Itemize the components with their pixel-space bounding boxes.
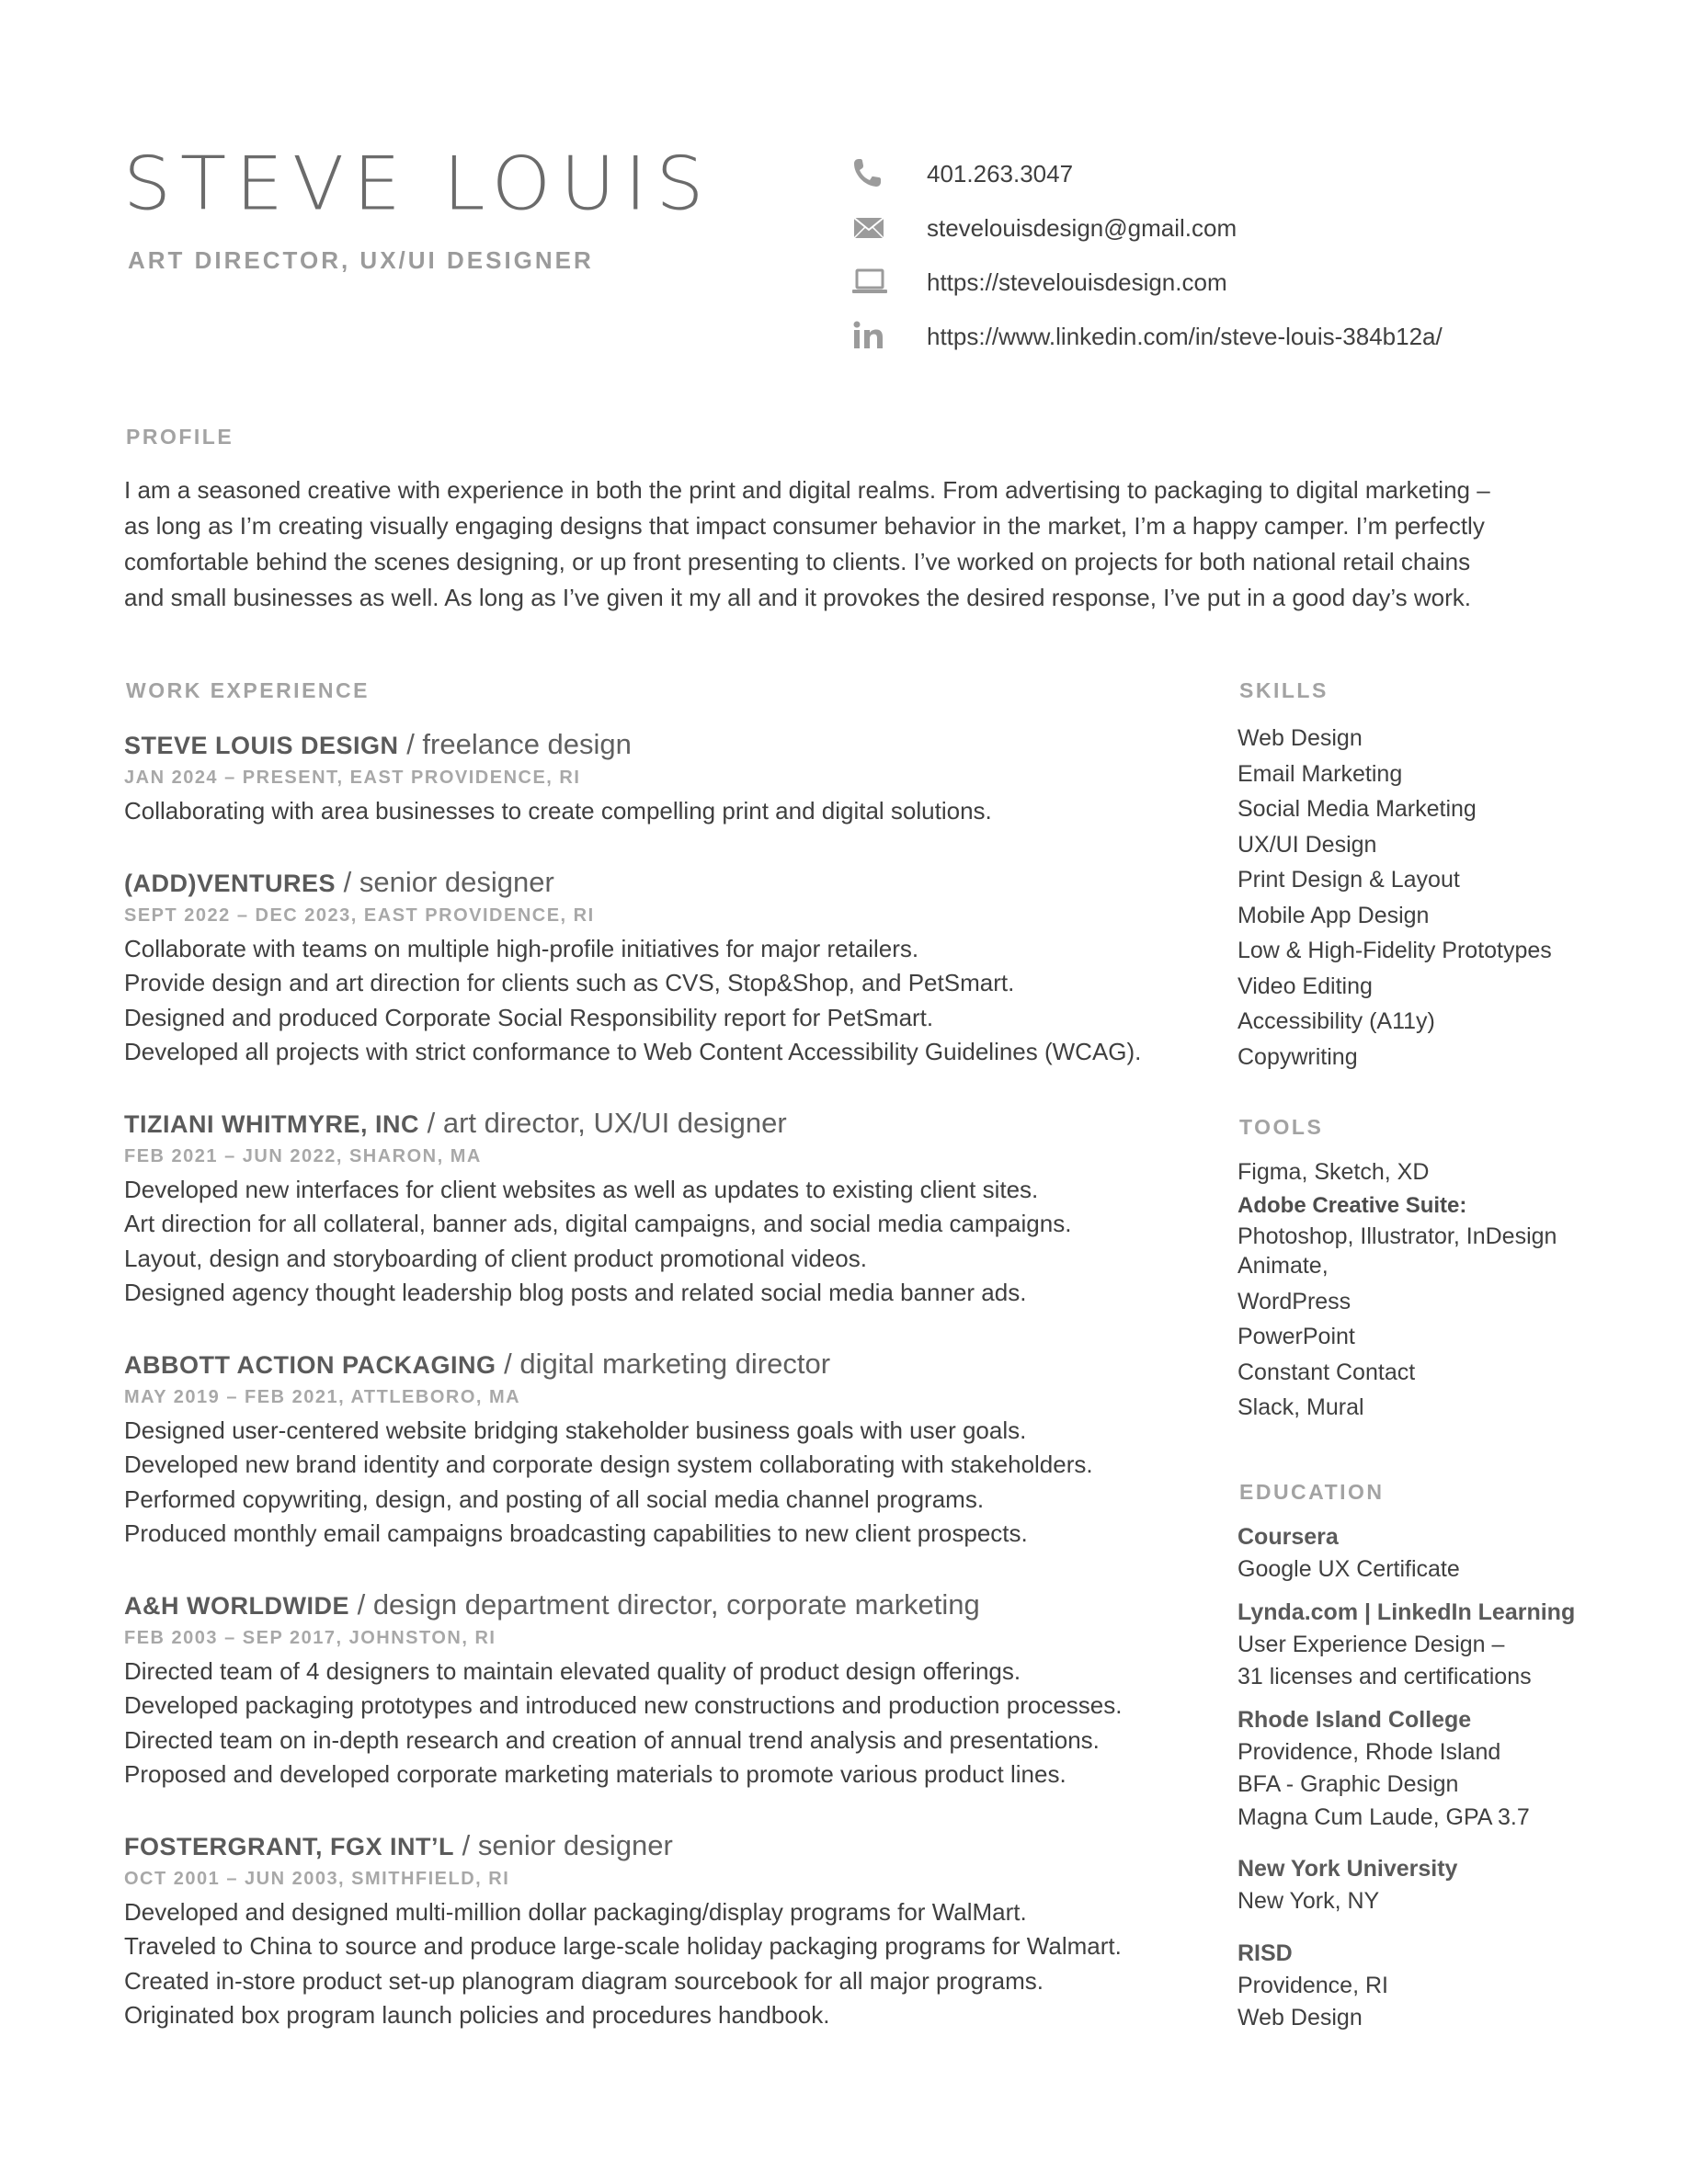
job-header bbox=[124, 726, 1209, 764]
profile-line: comfortable behind the scenes designing, or up front presenting to clients. I’ve worked on projects for both national retail chains bbox=[124, 548, 1471, 575]
school-name: New York University bbox=[1237, 1856, 1458, 1882]
job-description-line: Originated box program launch policies and procedures handbook. bbox=[124, 2001, 830, 2029]
job-description-line: Collaborating with area businesses to create compelling print and digital solutions. bbox=[124, 797, 992, 825]
company-name: A&H WORLDWIDE bbox=[124, 1591, 349, 1620]
skills-list bbox=[1237, 721, 1670, 1075]
linkedin-icon bbox=[851, 319, 888, 352]
job-dates-location: FEB 2021 – JUN 2022, SHARON, MA bbox=[124, 1145, 482, 1166]
job-entry bbox=[124, 1105, 1209, 1311]
skills-heading: SKILLS bbox=[1239, 678, 1329, 702]
job-description-line: Layout, design and storyboarding of client product promotional videos. bbox=[124, 1244, 867, 1272]
job-description-line: Designed and produced Corporate Social Responsibility report for PetSmart. bbox=[124, 1003, 934, 1031]
job-description-line: Directed team of 4 designers to maintain elevated quality of product design offerings. bbox=[124, 1656, 1021, 1685]
school-detail: Magna Cum Laude, GPA 3.7 bbox=[1237, 1803, 1530, 1830]
job-description-line: Developed all projects with strict conformance to Web Content Accessibility Guidelines (WCAG). bbox=[124, 1038, 1142, 1065]
skill-item: Mobile App Design bbox=[1237, 902, 1430, 928]
school-detail: BFA - Graphic Design bbox=[1237, 1771, 1459, 1797]
job-entry bbox=[124, 726, 1209, 829]
school-detail: Providence, Rhode Island bbox=[1237, 1738, 1501, 1765]
job-role: / senior designer bbox=[462, 1828, 673, 1861]
job-description-line: Developed packaging prototypes and introduced new constructions and production processes. bbox=[124, 1691, 1123, 1719]
company-name: ABBOTT ACTION PACKAGING bbox=[124, 1350, 496, 1379]
job-description-line: Traveled to China to source and produce large-scale holiday packaging programs for Walmart. bbox=[124, 1932, 1122, 1960]
work-experience-list bbox=[124, 726, 1209, 2068]
tool-suite-line: Photoshop, Illustrator, InDesign bbox=[1237, 1223, 1557, 1249]
job-description-line: Collaborate with teams on multiple high-profile initiatives for major retailers. bbox=[124, 934, 919, 962]
linkedin-link[interactable]: https://www.linkedin.com/in/steve-louis-384b12a/ bbox=[927, 323, 1443, 350]
job-role: / senior designer bbox=[343, 865, 554, 898]
skill-item: Web Design bbox=[1237, 725, 1363, 751]
skill-item: Print Design & Layout bbox=[1237, 867, 1460, 893]
job-header bbox=[124, 1105, 1209, 1143]
profile-heading: PROFILE bbox=[126, 425, 234, 449]
profile-line: and small businesses as well. As long as I’ve given it my all and it provokes the desired response, I’ve put in a good day’s work. bbox=[124, 584, 1471, 611]
job-dates-location: OCT 2001 – JUN 2003, SMITHFIELD, RI bbox=[124, 1868, 510, 1889]
skill-item: Email Marketing bbox=[1237, 760, 1403, 787]
laptop-icon bbox=[851, 265, 888, 298]
job-dates-location: SEPT 2022 – DEC 2023, EAST PROVIDENCE, RI bbox=[124, 904, 595, 926]
work-experience-heading: WORK EXPERIENCE bbox=[126, 678, 370, 702]
school-detail: Web Design bbox=[1237, 2005, 1363, 2030]
resume-name: STEVE LOUIS bbox=[123, 141, 713, 228]
tools-list bbox=[1237, 1155, 1670, 1426]
school-detail: 31 licenses and certifications bbox=[1237, 1664, 1532, 1689]
skill-item: Low & High-Fidelity Prototypes bbox=[1237, 938, 1552, 963]
job-header bbox=[124, 1827, 1209, 1865]
email-link[interactable]: stevelouisdesign@gmail.com bbox=[927, 214, 1237, 242]
job-header bbox=[124, 1346, 1209, 1383]
job-description-line: Developed new brand identity and corporate design system collaborating with stakeholders. bbox=[124, 1450, 1093, 1478]
school-name: RISD bbox=[1237, 1939, 1293, 1966]
job-role: / design department director, corporate marketing bbox=[357, 1587, 980, 1621]
tool-item: PowerPoint bbox=[1237, 1324, 1355, 1349]
education-list bbox=[1237, 1520, 1670, 2053]
tool-item: Figma, Sketch, XD bbox=[1237, 1159, 1430, 1185]
education-entry bbox=[1237, 1520, 1670, 1587]
job-dates-location: FEB 2003 – SEP 2017, JOHNSTON, RI bbox=[124, 1627, 496, 1648]
envelope-icon bbox=[851, 210, 888, 244]
job-description-line: Directed team on in-depth research and creation of annual trend analysis and presentations. bbox=[124, 1725, 1100, 1754]
tool-item: Constant Contact bbox=[1237, 1359, 1416, 1385]
job-description-line: Designed user-centered website bridging stakeholder business goals with user goals. bbox=[124, 1416, 1027, 1444]
job-description-line: Created in-store product set-up planogram diagram sourcebook for all major programs. bbox=[124, 1966, 1044, 1995]
job-entry bbox=[124, 1587, 1209, 1792]
job-description-line: Developed new interfaces for client websites as well as updates to existing client sites. bbox=[124, 1175, 1039, 1203]
tool-suite-label: Adobe Creative Suite: bbox=[1237, 1192, 1467, 1218]
skill-item: UX/UI Design bbox=[1237, 831, 1377, 858]
job-role: / art director, UX/UI designer bbox=[427, 1106, 787, 1139]
education-entry bbox=[1237, 1596, 1670, 1694]
job-dates-location: JAN 2024 – PRESENT, EAST PROVIDENCE, RI bbox=[124, 768, 581, 788]
skill-item: Video Editing bbox=[1237, 973, 1373, 999]
job-header bbox=[124, 1587, 1209, 1624]
website-link[interactable]: https://stevelouisdesign.com bbox=[927, 268, 1227, 296]
job-role: / freelance design bbox=[406, 728, 632, 760]
company-name: TIZIANI WHITMYRE, INC bbox=[124, 1109, 419, 1138]
school-name: Coursera bbox=[1237, 1524, 1339, 1550]
job-description-line: Performed copywriting, design, and posting of all social media channel programs. bbox=[124, 1484, 985, 1513]
job-entry bbox=[124, 864, 1209, 1070]
profile-text bbox=[124, 472, 1558, 616]
phone-number[interactable]: 401.263.3047 bbox=[927, 160, 1074, 188]
skill-item: Accessibility (A11y) bbox=[1237, 1008, 1435, 1034]
school-name: Lynda.com | LinkedIn Learning bbox=[1237, 1598, 1576, 1625]
company-name: (ADD)VENTURES bbox=[124, 869, 336, 897]
profile-line: I am a seasoned creative with experience in both the print and digital realms. From advertising to packaging to digital marketing – bbox=[124, 476, 1490, 504]
job-title: ART DIRECTOR, UX/UI DESIGNER bbox=[128, 246, 594, 274]
company-name: FOSTERGRANT, FGX INT’L bbox=[124, 1832, 454, 1860]
job-description-line: Art direction for all collateral, banner ads, digital campaigns, and social media campaigns. bbox=[124, 1210, 1072, 1237]
skill-item: Copywriting bbox=[1237, 1043, 1358, 1070]
phone-icon bbox=[851, 156, 888, 189]
school-detail: New York, NY bbox=[1237, 1888, 1380, 1914]
job-entry bbox=[124, 1346, 1209, 1552]
job-description-line: Designed agency thought leadership blog posts and related social media banner ads. bbox=[124, 1279, 1027, 1306]
skill-item: Social Media Marketing bbox=[1237, 796, 1477, 822]
education-entry bbox=[1237, 1703, 1670, 1835]
job-entry bbox=[124, 1827, 1209, 2033]
tool-item: WordPress bbox=[1237, 1288, 1352, 1314]
school-detail: Providence, RI bbox=[1237, 1972, 1388, 1998]
tool-item: Slack, Mural bbox=[1237, 1394, 1364, 1420]
profile-line: as long as I’m creating visually engaging designs that impact consumer behavior in the market, I’m a happy camper. I’m perfectly bbox=[124, 512, 1485, 540]
job-description-line: Proposed and developed corporate marketing materials to promote various product lines. bbox=[124, 1760, 1066, 1788]
school-detail: User Experience Design – bbox=[1237, 1631, 1505, 1657]
tools-heading: TOOLS bbox=[1239, 1115, 1324, 1139]
education-entry bbox=[1237, 1852, 1670, 1918]
job-dates-location: MAY 2019 – FEB 2021, ATTLEBORO, MA bbox=[124, 1386, 521, 1407]
company-name: STEVE LOUIS DESIGN bbox=[124, 732, 399, 759]
education-entry bbox=[1237, 1937, 1670, 2035]
job-description-line: Provide design and art direction for clients such as CVS, Stop&Shop, and PetSmart. bbox=[124, 969, 1015, 996]
school-name: Rhode Island College bbox=[1237, 1706, 1472, 1733]
tool-suite-line: Animate, bbox=[1237, 1252, 1329, 1279]
job-description-line: Developed and designed multi-million dollar packaging/display programs for WalMart. bbox=[124, 1897, 1027, 1926]
education-heading: EDUCATION bbox=[1239, 1480, 1385, 1504]
job-header bbox=[124, 864, 1209, 902]
school-detail: Google UX Certificate bbox=[1237, 1556, 1460, 1582]
job-description-line: Produced monthly email campaigns broadcasting capabilities to new client prospects. bbox=[124, 1519, 1028, 1547]
job-role: / digital marketing director bbox=[504, 1347, 831, 1380]
